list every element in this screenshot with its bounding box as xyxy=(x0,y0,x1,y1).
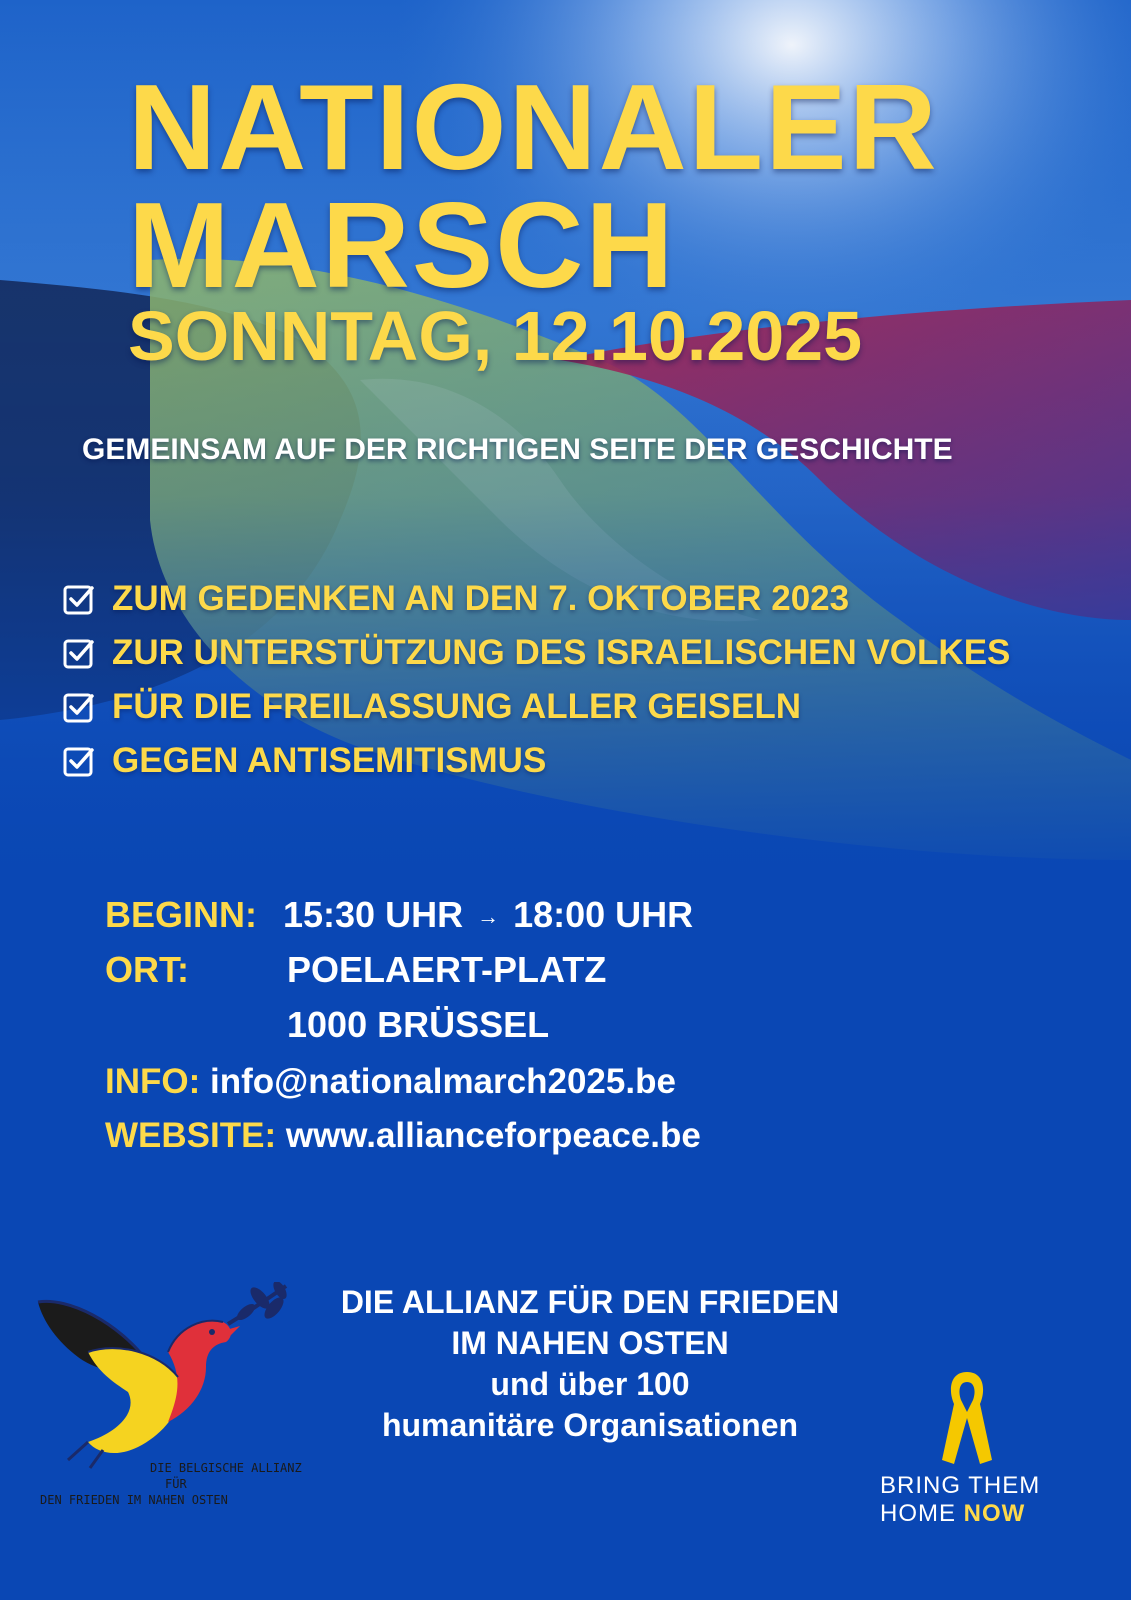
begin-label: BEGINN: xyxy=(105,894,257,935)
logo-caption-line-1: DIE BELGISCHE ALLIANZ xyxy=(150,1461,302,1475)
logo-caption-line-3: DEN FRIEDEN IM NAHEN OSTEN xyxy=(40,1493,228,1507)
start-time: 15:30 UHR xyxy=(283,894,464,935)
website-label: WEBSITE: xyxy=(105,1116,277,1155)
info-label: INFO: xyxy=(105,1062,201,1101)
home-now-line xyxy=(880,1500,1040,1528)
goal-text: FÜR DIE FREILASSUNG ALLER GEISELN xyxy=(112,687,802,726)
website-row xyxy=(105,1114,701,1158)
place-label: ORT: xyxy=(105,949,189,990)
bring-them-line: BRING THEM xyxy=(880,1472,1041,1499)
website-link[interactable]: www.allianceforpeace.be xyxy=(285,1116,701,1155)
now-word: NOW xyxy=(963,1500,1026,1527)
arrow-right-icon: → xyxy=(477,904,500,930)
start-time-row xyxy=(105,893,693,939)
contact-row xyxy=(105,1060,676,1104)
logo-caption-line-2: FÜR xyxy=(165,1477,187,1491)
goal-text: GEGEN ANTISEMITISMUS xyxy=(112,741,547,780)
home-word: HOME xyxy=(880,1500,964,1527)
yellow-ribbon-icon xyxy=(938,1368,996,1466)
organizer-line-1: DIE ALLIANZ FÜR DEN FRIEDEN xyxy=(340,1284,840,1320)
list-item xyxy=(62,680,1010,734)
logo-caption xyxy=(40,1460,350,1508)
goal-text: ZUM GEDENKEN AN DEN 7. OKTOBER 2023 xyxy=(112,579,850,618)
title-line-2: MARSCH xyxy=(128,177,676,313)
subtitle: GEMEINSAM AUF DER RICHTIGEN SEITE DER GESCHICHTE xyxy=(82,433,953,466)
title-line-1: NATIONALER xyxy=(128,59,939,195)
checkbox-checked-icon xyxy=(62,582,96,616)
peace-dove-icon xyxy=(28,1282,298,1472)
goals-list xyxy=(62,572,1010,788)
bring-them-home-logo xyxy=(880,1472,1040,1528)
checkbox-checked-icon xyxy=(62,744,96,778)
list-item xyxy=(62,734,1010,788)
list-item xyxy=(62,572,1010,626)
location-row xyxy=(105,948,606,992)
event-date: SONNTAG, 12.10.2025 xyxy=(128,297,863,375)
organizer-line-4: humanitäre Organisationen xyxy=(381,1407,799,1443)
checkbox-checked-icon xyxy=(62,636,96,670)
organizer-line-2: IM NAHEN OSTEN xyxy=(451,1325,729,1361)
organizer-line-3: und über 100 xyxy=(490,1366,690,1402)
place-name: POELAERT-PLATZ xyxy=(287,949,607,990)
list-item xyxy=(62,626,1010,680)
end-time: 18:00 UHR xyxy=(513,894,694,935)
place-city: 1000 BRÜSSEL xyxy=(287,1004,550,1045)
organizer-block xyxy=(295,1282,885,1446)
location-city-row xyxy=(287,1003,549,1047)
goal-text: ZUR UNTERSTÜTZUNG DES ISRAELISCHEN VOLKES xyxy=(112,633,1011,672)
checkbox-checked-icon xyxy=(62,690,96,724)
contact-email-link[interactable]: info@nationalmarch2025.be xyxy=(210,1062,676,1101)
